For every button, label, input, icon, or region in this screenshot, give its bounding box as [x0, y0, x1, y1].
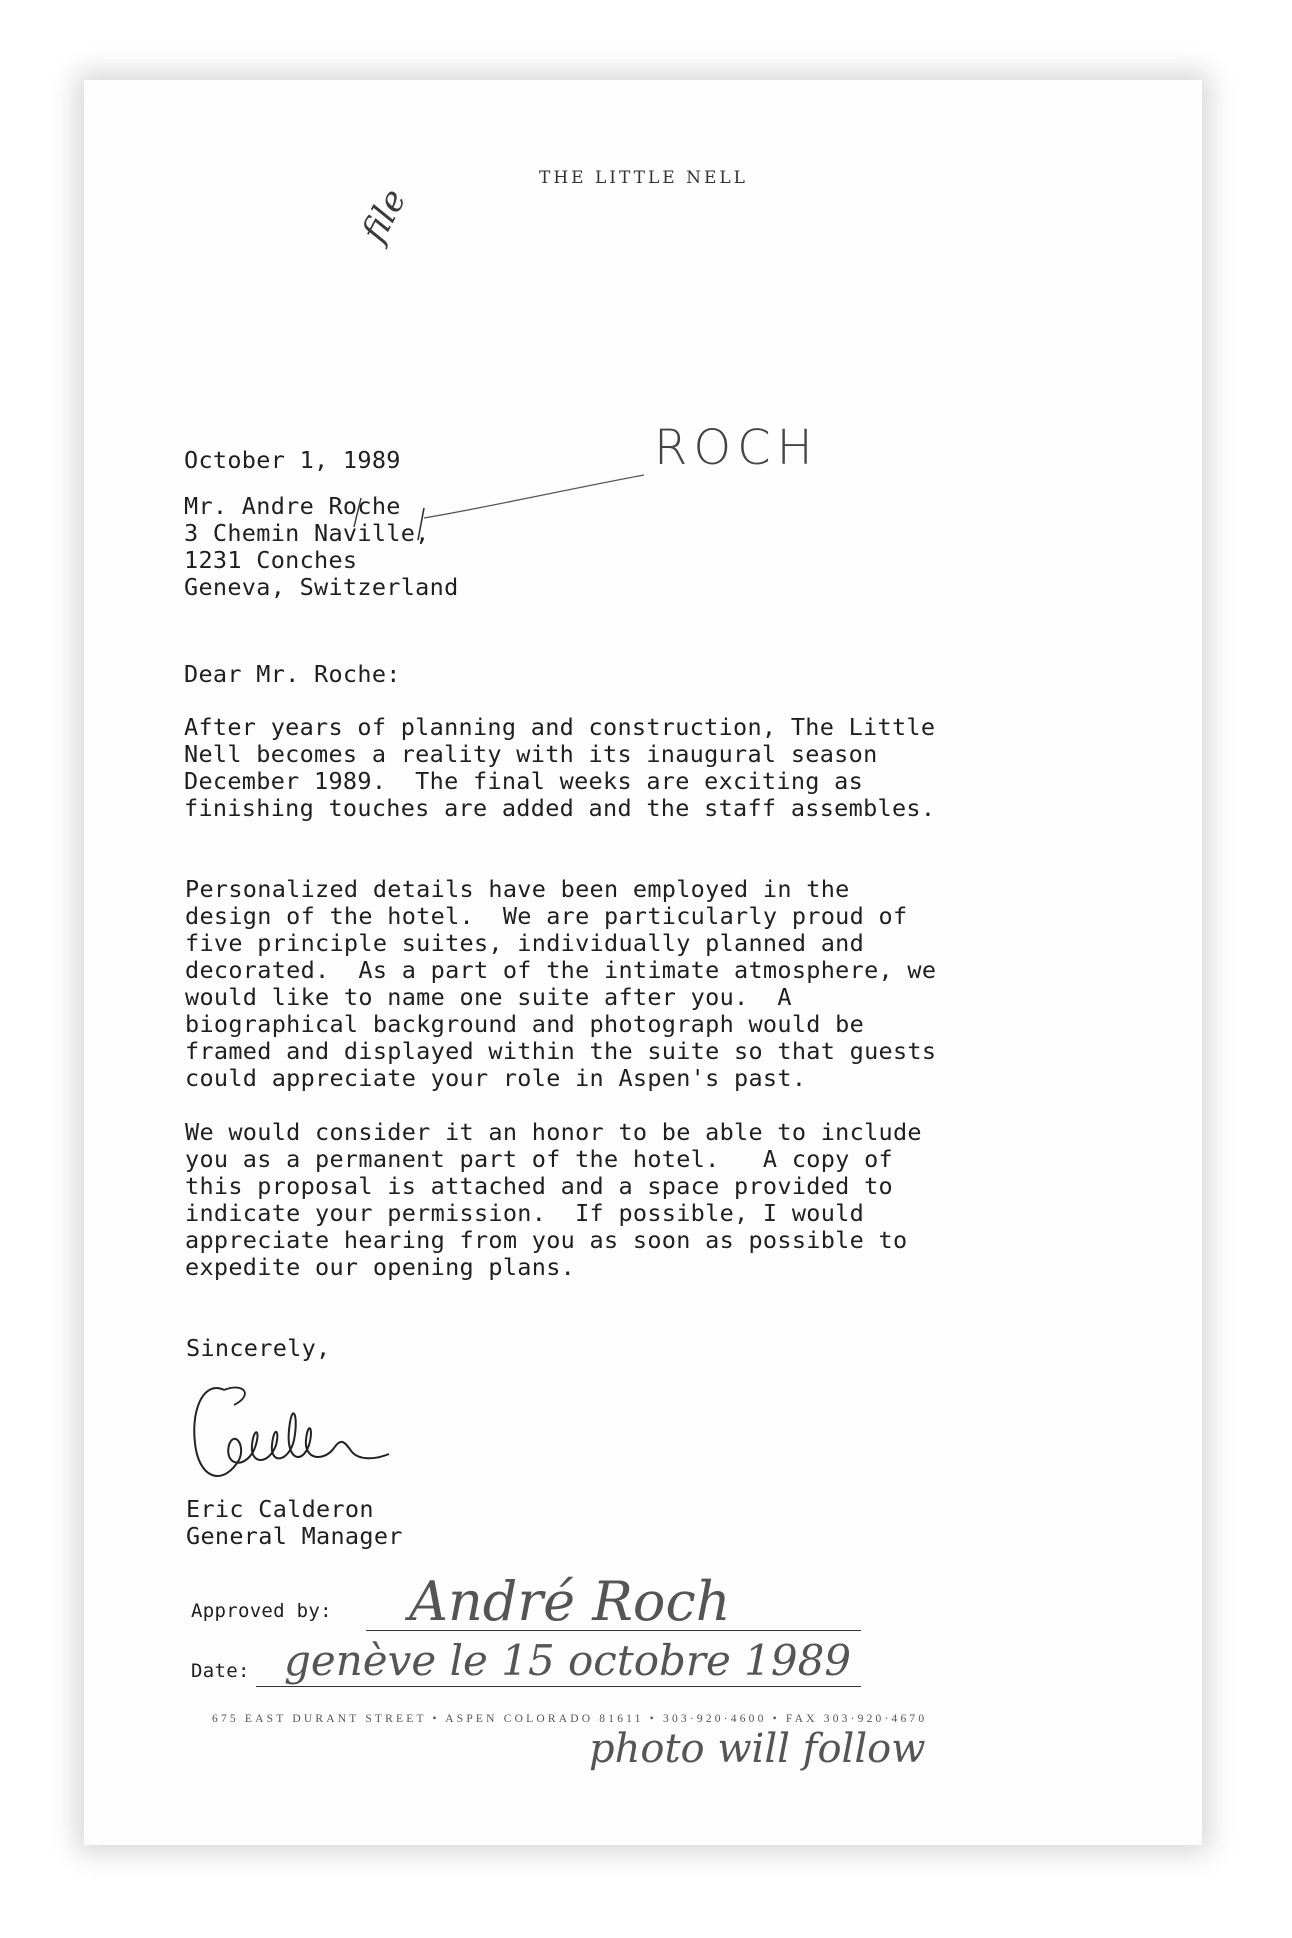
body-line: could appreciate your role in Aspen's past.	[185, 1064, 807, 1092]
body-line: Nell becomes a reality with its inaugural season	[184, 740, 878, 768]
handwritten-date: genève le 15 octobre 1989	[284, 1636, 852, 1685]
handwritten-file-note: file	[354, 182, 415, 249]
closing: Sincerely,	[186, 1334, 331, 1362]
body-line: indicate your permission. If possible, I would	[185, 1199, 865, 1227]
body-line: you as a permanent part of the hotel. A copy of	[185, 1145, 893, 1173]
body-line: design of the hotel. We are particularly proud of	[185, 902, 908, 930]
body-line: framed and displayed within the suite so that guests	[185, 1037, 937, 1065]
footer-address: 675 EAST DURANT STREET • ASPEN COLORADO 81611 • 303·920·4600 • FAX 303·920·4670	[212, 1713, 928, 1725]
signer-name: Eric Calderon	[186, 1495, 374, 1523]
approved-label: Approved by:	[191, 1600, 332, 1622]
approved-signature: André Roch	[409, 1570, 731, 1633]
body-line: We would consider it an honor to be able to include	[185, 1118, 922, 1146]
salutation: Dear Mr. Roche:	[184, 660, 401, 688]
address-line: 3 Chemin Naville,	[184, 519, 430, 547]
address-line: Geneva, Switzerland	[184, 573, 459, 601]
body-line: appreciate hearing from you as soon as possible to	[185, 1226, 908, 1254]
body-line: expedite our opening plans.	[185, 1253, 576, 1281]
letter-date: October 1, 1989	[184, 446, 401, 474]
body-line: December 1989. The final weeks are exciting as	[184, 767, 864, 795]
body-line: finishing touches are added and the staff assembles.	[184, 794, 936, 822]
letterhead: THE LITTLE NELL	[539, 168, 748, 188]
handwritten-roch: ROCH	[654, 420, 819, 476]
date-line	[256, 1686, 861, 1687]
body-line: this proposal is attached and a space provided to	[185, 1172, 893, 1200]
manager-signature	[184, 1370, 404, 1500]
body-line: decorated. As a part of the intimate atmosphere, we	[185, 956, 937, 984]
body-line: five principle suites, individually planned and	[185, 929, 865, 957]
body-line: biographical background and photograph would be	[185, 1010, 865, 1038]
address-line: 1231 Conches	[184, 546, 358, 574]
handwritten-photo-note: photo will follow	[589, 1726, 926, 1772]
letter-page	[84, 80, 1202, 1845]
date-label: Date:	[191, 1660, 250, 1682]
body-line: After years of planning and construction, The Little	[184, 713, 936, 741]
address-line: Mr. Andre Roche	[184, 492, 401, 520]
body-line: Personalized details have been employed in the	[185, 875, 850, 903]
body-line: would like to name one suite after you. A	[185, 983, 792, 1011]
signer-title: General Manager	[186, 1522, 403, 1550]
